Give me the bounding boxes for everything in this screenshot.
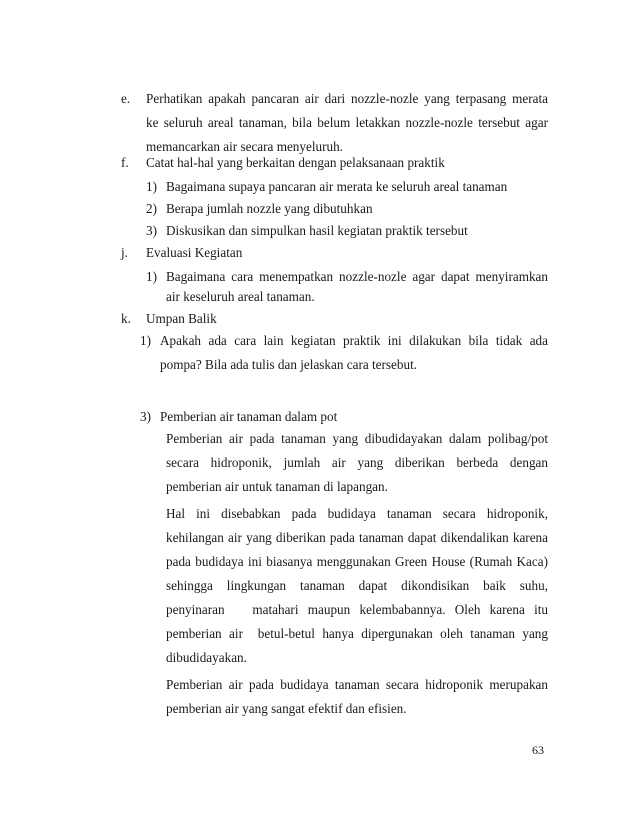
- item-j-sub1-marker: 1): [146, 269, 157, 284]
- item-k-sub1-line-2: pompa? Bila ada tulis dan jelaskan cara tersebut.: [160, 357, 418, 372]
- section3-para2-line-2: kehilangan air yang diberikan pada tanaman dapat dikendalikan karena: [166, 530, 548, 545]
- item-f-sub3-marker: 3): [146, 223, 157, 238]
- item-f-marker: f.: [121, 155, 129, 170]
- item-f-text: Catat hal-hal yang berkaitan dengan pelaksanaan praktik: [146, 155, 445, 170]
- item-k-sub1-marker: 1): [140, 333, 151, 348]
- section3-para2-line-1: Hal ini disebabkan pada budidaya tanaman secara hidroponik,: [166, 506, 548, 521]
- section3-para2-line-6: pemberian air betul-betul hanya dipergunakan oleh tanaman yang: [166, 626, 548, 641]
- item-f-sub1-marker: 1): [146, 179, 157, 194]
- section3-para3-line-2: pemberian air yang sangat efektif dan efisien.: [166, 701, 407, 716]
- section3-para1-line-1: Pemberian air pada tanaman yang dibudidayakan dalam polibag/pot: [166, 431, 548, 446]
- item-j-marker: j.: [121, 245, 128, 260]
- section3-para2-line-7: dibudidayakan.: [166, 650, 247, 665]
- section3-para1-line-3: pemberian air untuk tanaman di lapangan.: [166, 479, 388, 494]
- section3-para2-line-4: sehingga lingkungan tanaman dapat dikondisikan baik suhu,: [166, 578, 548, 593]
- item-k-sub1-line-1: Apakah ada cara lain kegiatan praktik ini dilakukan bila tidak ada: [160, 333, 548, 348]
- item-j-sub1-line-1: Bagaimana cara menempatkan nozzle-nozle agar dapat menyiramkan: [166, 269, 548, 284]
- section3-para2-line-5: penyinaran matahari maupun kelembabannya. Oleh karena itu: [166, 602, 548, 617]
- item-f-sub2-text: Berapa jumlah nozzle yang dibutuhkan: [166, 201, 373, 216]
- item-f-sub3-text: Diskusikan dan simpulkan hasil kegiatan praktik tersebut: [166, 223, 468, 238]
- section3-para3-line-1: Pemberian air pada budidaya tanaman secara hidroponik merupakan: [166, 677, 548, 692]
- item-j-sub1-line-2: air keseluruh areal tanaman.: [166, 289, 315, 304]
- item-e-line-3: memancarkan air secara menyeluruh.: [146, 139, 343, 154]
- item-k-marker: k.: [121, 311, 131, 326]
- section3-marker: 3): [140, 409, 151, 424]
- item-e-marker: e.: [121, 91, 131, 106]
- item-k-text: Umpan Balik: [146, 311, 217, 326]
- item-e-line-2: ke seluruh areal tanaman, bila belum letakkan nozzle-nozle tersebut agar: [146, 115, 548, 130]
- page-number: 63: [532, 743, 544, 757]
- item-f-sub1-text: Bagaimana supaya pancaran air merata ke seluruh areal tanaman: [166, 179, 508, 194]
- item-f-sub2-marker: 2): [146, 201, 157, 216]
- section3-heading: Pemberian air tanaman dalam pot: [160, 409, 338, 424]
- section3-para1-line-2: secara hidroponik, jumlah air yang diberikan berbeda dengan: [166, 455, 548, 470]
- item-e-line-1: Perhatikan apakah pancaran air dari nozzle-nozle yang terpasang merata: [146, 91, 548, 106]
- item-j-text: Evaluasi Kegiatan: [146, 245, 243, 260]
- section3-para2-line-3: pada budidaya ini biasanya menggunakan Green House (Rumah Kaca): [166, 554, 548, 569]
